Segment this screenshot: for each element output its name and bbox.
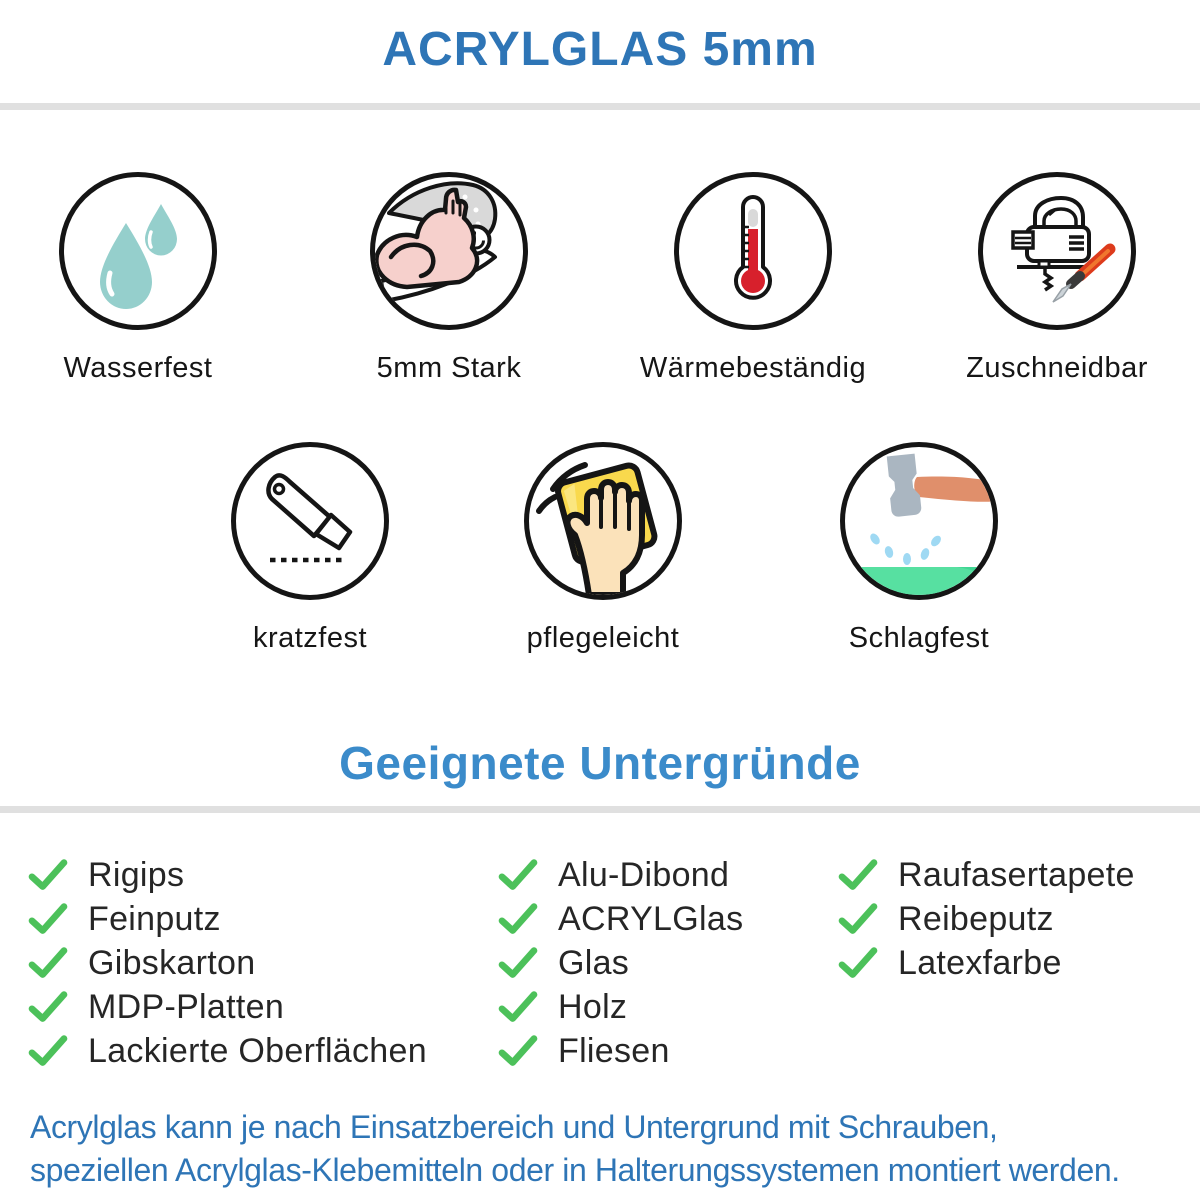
check-icon: [28, 947, 68, 979]
surfaces-column-3: [838, 853, 1135, 985]
divider-top: [0, 103, 1200, 110]
jigsaw-icon: [978, 172, 1136, 330]
feature-label: pflegeleicht: [526, 622, 680, 654]
mounting-note: [30, 1106, 1120, 1192]
surface-item: [28, 897, 427, 941]
feature-5mm-stark: [324, 172, 574, 385]
hammer-icon: [840, 442, 998, 600]
muscle-arm-icon: [370, 172, 528, 330]
surface-label: Lackierte Oberflächen: [88, 1031, 427, 1070]
feature-pflegeleicht: [478, 442, 728, 655]
surface-label: Glas: [558, 943, 630, 982]
feature-label: Schlagfest: [848, 622, 990, 654]
check-icon: [498, 903, 538, 935]
divider-section: [0, 806, 1200, 813]
surface-label: Feinputz: [88, 899, 221, 938]
mounting-note-line1: Acrylglas kann je nach Einsatzbereich und Untergrund mit Schrauben,: [30, 1109, 998, 1145]
surface-item: [28, 853, 427, 897]
surface-item: [498, 897, 743, 941]
page-title: ACRYLGLAS 5mm: [382, 23, 818, 76]
surface-item: [498, 985, 743, 1029]
check-icon: [838, 947, 878, 979]
cleaning-hand-icon: [524, 442, 682, 600]
check-icon: [28, 859, 68, 891]
surface-label: Raufasertapete: [898, 855, 1135, 894]
surface-item: [498, 853, 743, 897]
surface-label: Fliesen: [558, 1031, 670, 1070]
section-title: Geeignete Untergründe: [339, 737, 861, 789]
surface-label: ACRYLGlas: [558, 899, 744, 938]
surface-item: [498, 1029, 743, 1073]
mounting-note-line2: speziellen Acrylglas-Klebemitteln oder in Halterungssystemen montiert werden.: [30, 1152, 1120, 1188]
check-icon: [498, 1035, 538, 1067]
feature-zuschneidbar: [932, 172, 1182, 385]
feature-kratzfest: [185, 442, 435, 655]
feature-schlagfest: [794, 442, 1044, 655]
surface-item: [838, 897, 1135, 941]
check-icon: [838, 859, 878, 891]
feature-label: Wasserfest: [63, 352, 213, 384]
surface-item: [838, 853, 1135, 897]
feature-wasserfest: [13, 172, 263, 385]
check-icon: [28, 903, 68, 935]
check-icon: [28, 991, 68, 1023]
check-icon: [498, 947, 538, 979]
surfaces-column-1: [28, 853, 427, 1073]
surface-item: [28, 985, 427, 1029]
surface-label: Holz: [558, 987, 628, 1026]
check-icon: [838, 903, 878, 935]
surface-label: Gibskarton: [88, 943, 256, 982]
feature-label: Wärmebeständig: [639, 352, 867, 384]
check-icon: [498, 991, 538, 1023]
feature-label: 5mm Stark: [376, 352, 522, 384]
surface-item: [498, 941, 743, 985]
surface-label: Alu-Dibond: [558, 855, 730, 894]
surface-item: [28, 941, 427, 985]
surface-label: Reibeputz: [898, 899, 1054, 938]
surface-item: [838, 941, 1135, 985]
thermometer-icon: [674, 172, 832, 330]
feature-label: Zuschneidbar: [966, 352, 1148, 384]
check-icon: [498, 859, 538, 891]
surface-label: MDP-Platten: [88, 987, 285, 1026]
check-icon: [28, 1035, 68, 1067]
water-drops-icon: [59, 172, 217, 330]
surface-label: Latexfarbe: [898, 943, 1062, 982]
feature-label: kratzfest: [252, 622, 368, 654]
surface-label: Rigips: [88, 855, 185, 894]
surfaces-column-2: [498, 853, 743, 1073]
surface-item: [28, 1029, 427, 1073]
feature-waermebestaendig: [628, 172, 878, 385]
utility-knife-icon: [231, 442, 389, 600]
